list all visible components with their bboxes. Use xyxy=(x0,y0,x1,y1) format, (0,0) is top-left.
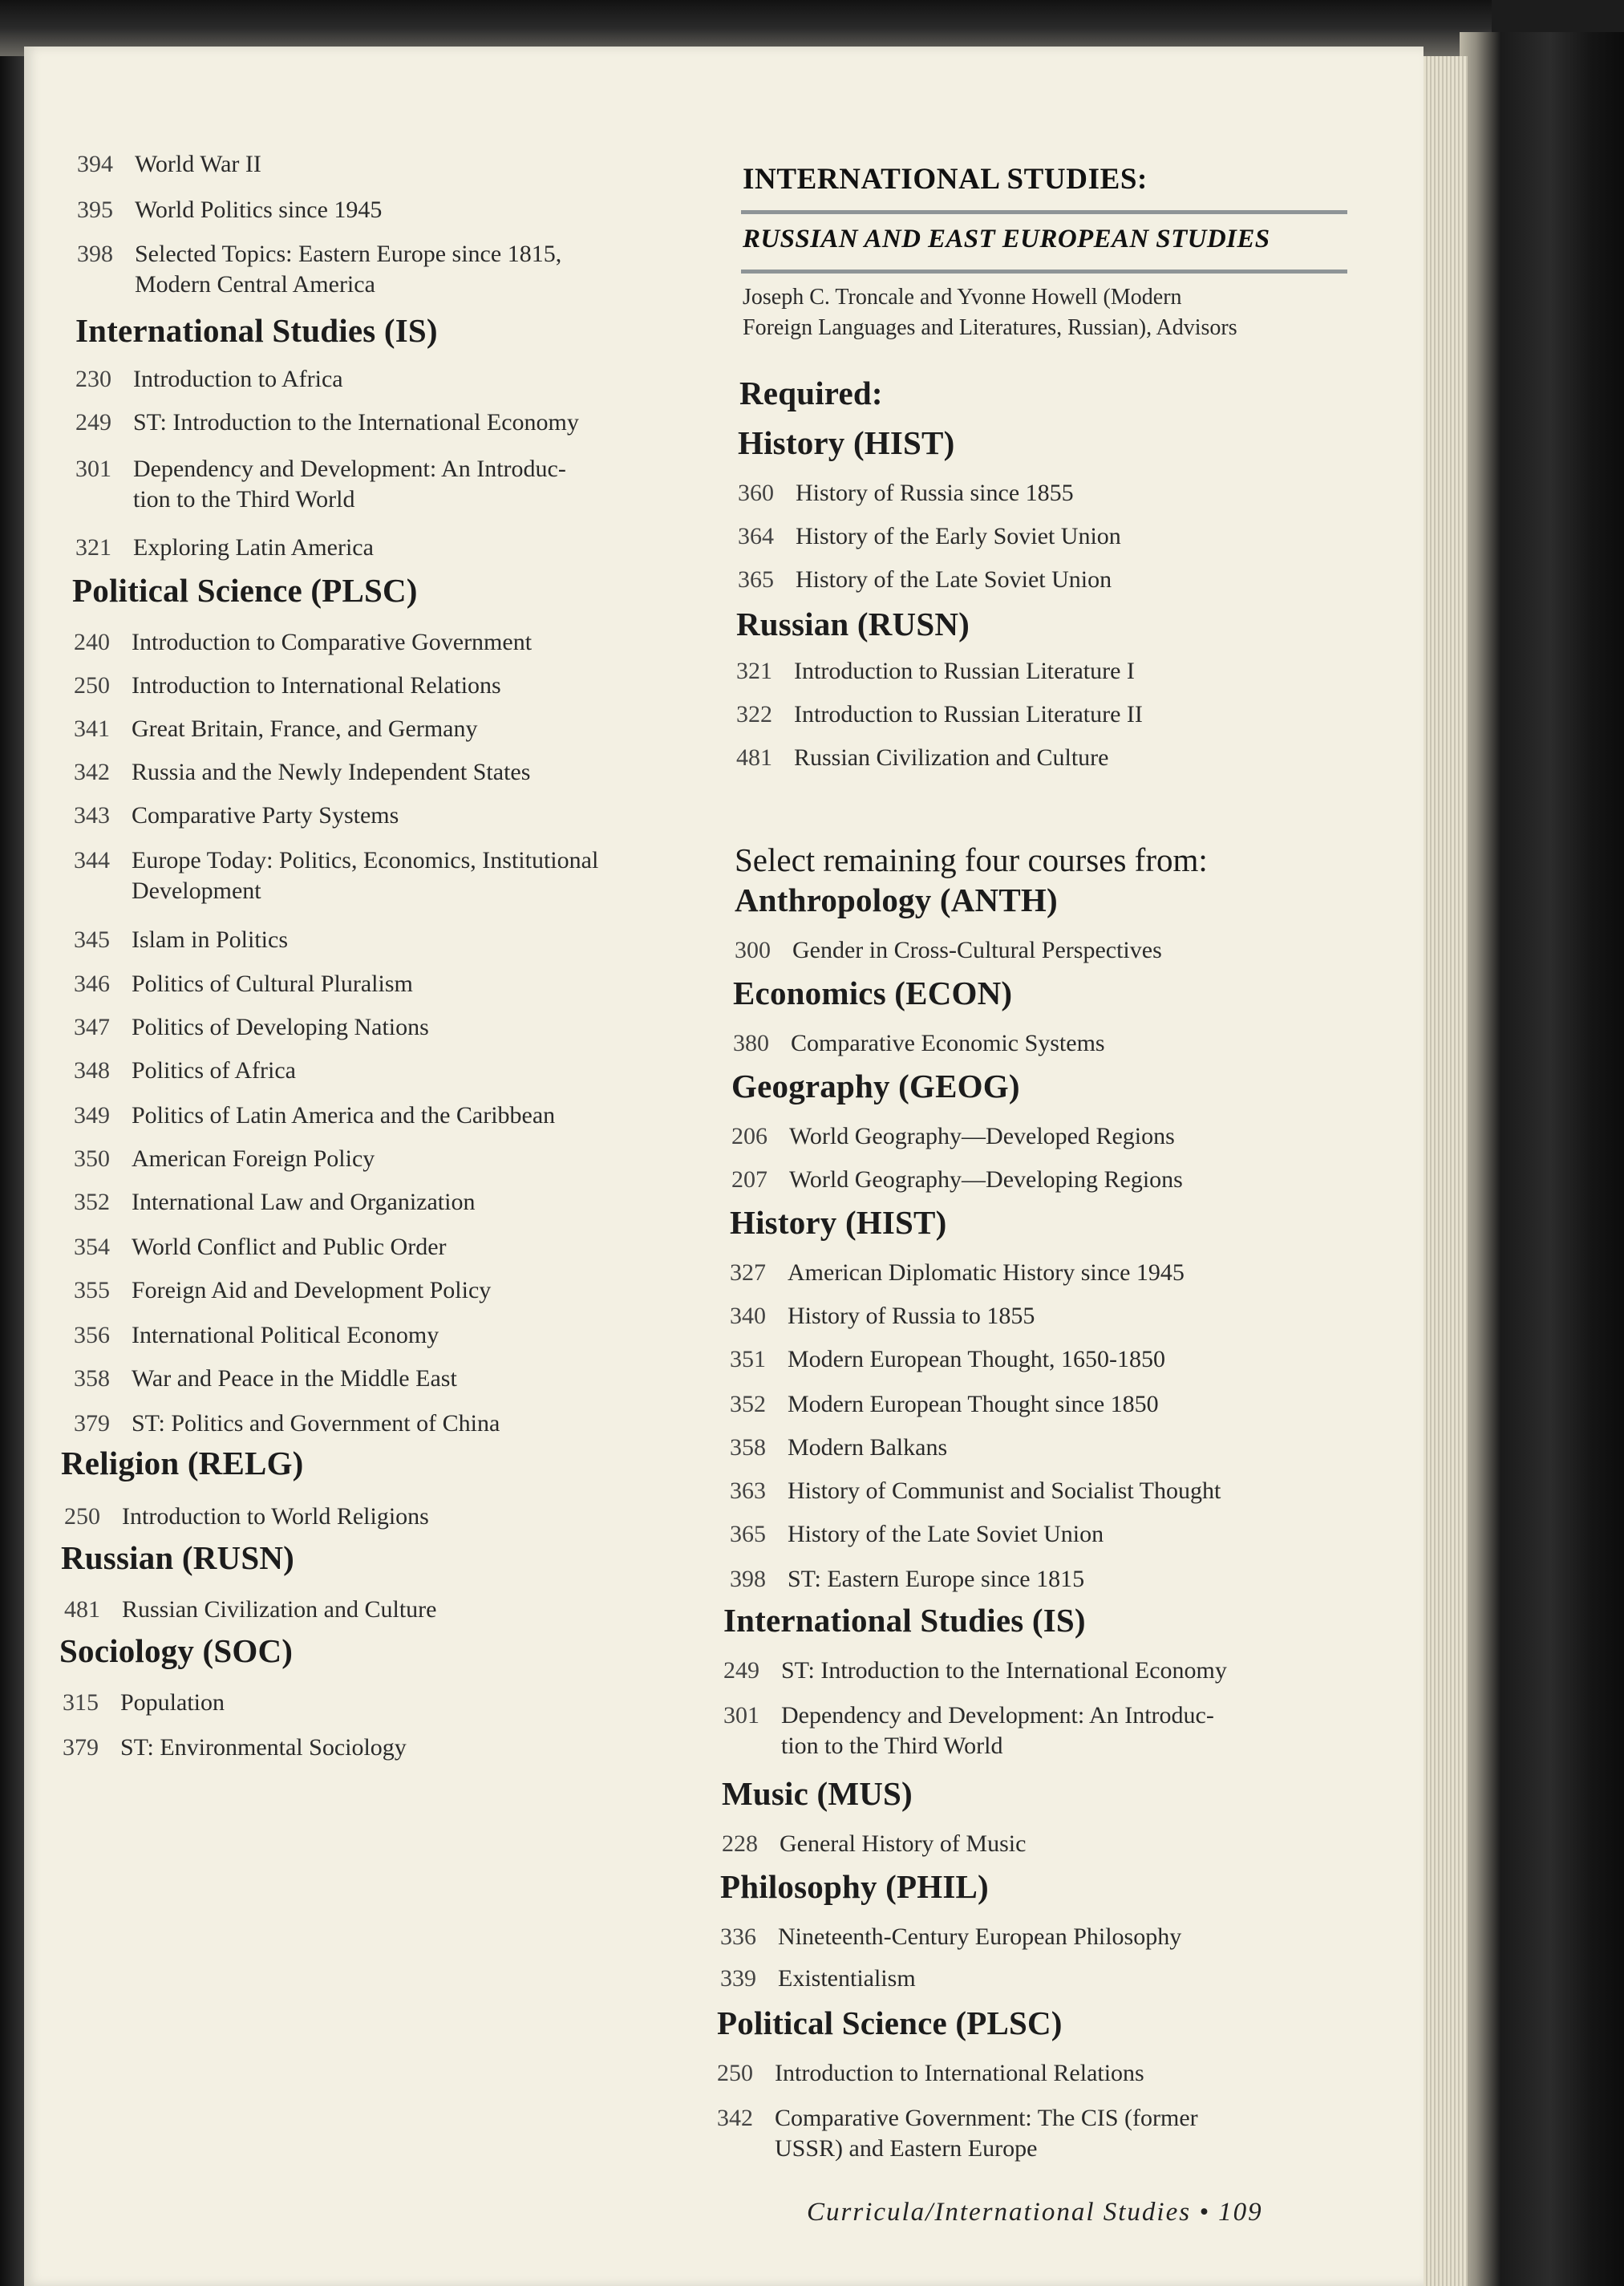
footer-bullet: • xyxy=(1199,2198,1210,2227)
section-heading: International Studies (IS) xyxy=(723,1602,1086,1639)
page-footer xyxy=(807,2198,1263,2227)
advisors-line-2: Foreign Languages and Literatures, Russian), Advisors xyxy=(743,315,1237,340)
subtitle-rule xyxy=(741,270,1347,274)
book-spine xyxy=(1460,32,1624,2286)
section-heading: Russian (RUSN) xyxy=(736,606,970,642)
section-heading: Political Science (PLSC) xyxy=(717,2004,1063,2041)
section-heading: Political Science (PLSC) xyxy=(72,572,418,609)
section-heading: History (HIST) xyxy=(730,1204,947,1241)
section-heading: Music (MUS) xyxy=(722,1775,913,1812)
advisors-line-1: Joseph C. Troncale and Yvonne Howell (Modern xyxy=(743,285,1182,310)
section-heading: Geography (GEOG) xyxy=(731,1068,1020,1104)
section-heading: Russian (RUSN) xyxy=(61,1539,295,1576)
section-heading: Anthropology (ANTH) xyxy=(735,882,1058,918)
section-heading: History (HIST) xyxy=(738,424,955,461)
required-label: Required: xyxy=(739,375,883,411)
title-rule xyxy=(741,210,1347,214)
section-heading: Economics (ECON) xyxy=(733,975,1013,1011)
program-title: INTERNATIONAL STUDIES: xyxy=(743,163,1148,196)
catalog-page: 394 World War II 395 World Politics since 1945 398 Selected Topics: Eastern Europe since 1815, Modern Central America International Studies (IS) 230 Introduction to Africa 249 ST: Introduction to the International Economy 301 Dependency and Development: An Introduc- tion to the Third World 321 Exploring Latin America Political Science (PLSC) 240 Introduction to Comparative Government 250 Introduction to International Relations 341 Great Britain, France, and Germany 342 Russia and the Newly Independent States 343 Comparative Party Systems 344 Europe Today: Politics, Economics, Institutional Development 345 Islam in Politics 346 Politics of Cultural Pluralism 347 Politics of Developing Nations 348 Politics of Africa 349 Politics of Latin America and the Caribbean 350 American Foreign Policy 352 International Law and Organization 354 World Conflict and Public Order 355 Foreign Aid and Development Policy 356 International Political Economy 358 War and Peace in the Middle East 379 ST: Politics and Government of China Religion (RELG) 250 Introduction to World Religions Russian (RUSN) 481 Russian Civilization and Culture Sociology (SOC) 315 Population 379 ST: Environmental Sociology INTERNATIONAL STUDIES: RUSSIAN AND EAST EUROPEAN STUDIES Joseph C. Troncale and Yvonne Howell (Modern Foreign Languages and Literatures, Russian), Advisors Required: History (HIST) 360 History of Russia since 1855 364 History of the Early Soviet Union 365 History of the Late Soviet Union Russian (RUSN) 321 Introduction to Russian Literature I 322 Introduction to Russian Literature II 481 Russian Civilization and Culture Select remaining four courses from: Anthropology (ANTH) 300 Gender in Cross-Cultural Perspectives Economics (ECON) 380 Comparative Economic Systems Geography (GEOG) 206 World Geography—Developed Regions 207 World Geography—Developing Regions History (HIST) 327 American Diplomatic History since 1945 340 History of Russia to 1855 351 Modern European Thought, 1650-1850 352 Modern European Thought since 1850 358 Modern Balkans 363 History of Communist and Socialist Thought 365 History of the Late Soviet Union 398 ST: Eastern Europe since 1815 International Studies (IS) 249 ST: Introduction to the International Economy 301 Dependency and Development: An Introduc- tion to the Third World Music (MUS) 228 General History of Music Philosophy (PHIL) 336 Nineteenth-Century European Philosophy 339 Existentialism Political Science (PLSC) 250 Introduction to International Relations 342 Comparative Government: The CIS (former USSR) and Eastern Europe Curricula/International Studies • 109 xyxy=(24,47,1424,2286)
section-heading: Philosophy (PHIL) xyxy=(720,1868,989,1905)
section-heading: Sociology (SOC) xyxy=(59,1632,294,1669)
program-subtitle: RUSSIAN AND EAST EUROPEAN STUDIES xyxy=(743,225,1270,253)
section-heading: International Studies (IS) xyxy=(75,312,438,349)
section-heading: Religion (RELG) xyxy=(61,1445,304,1481)
select-label: Select remaining four courses from: xyxy=(735,841,1208,878)
page-number: 109 xyxy=(1218,2198,1263,2227)
running-title: Curricula/International Studies xyxy=(807,2198,1192,2227)
